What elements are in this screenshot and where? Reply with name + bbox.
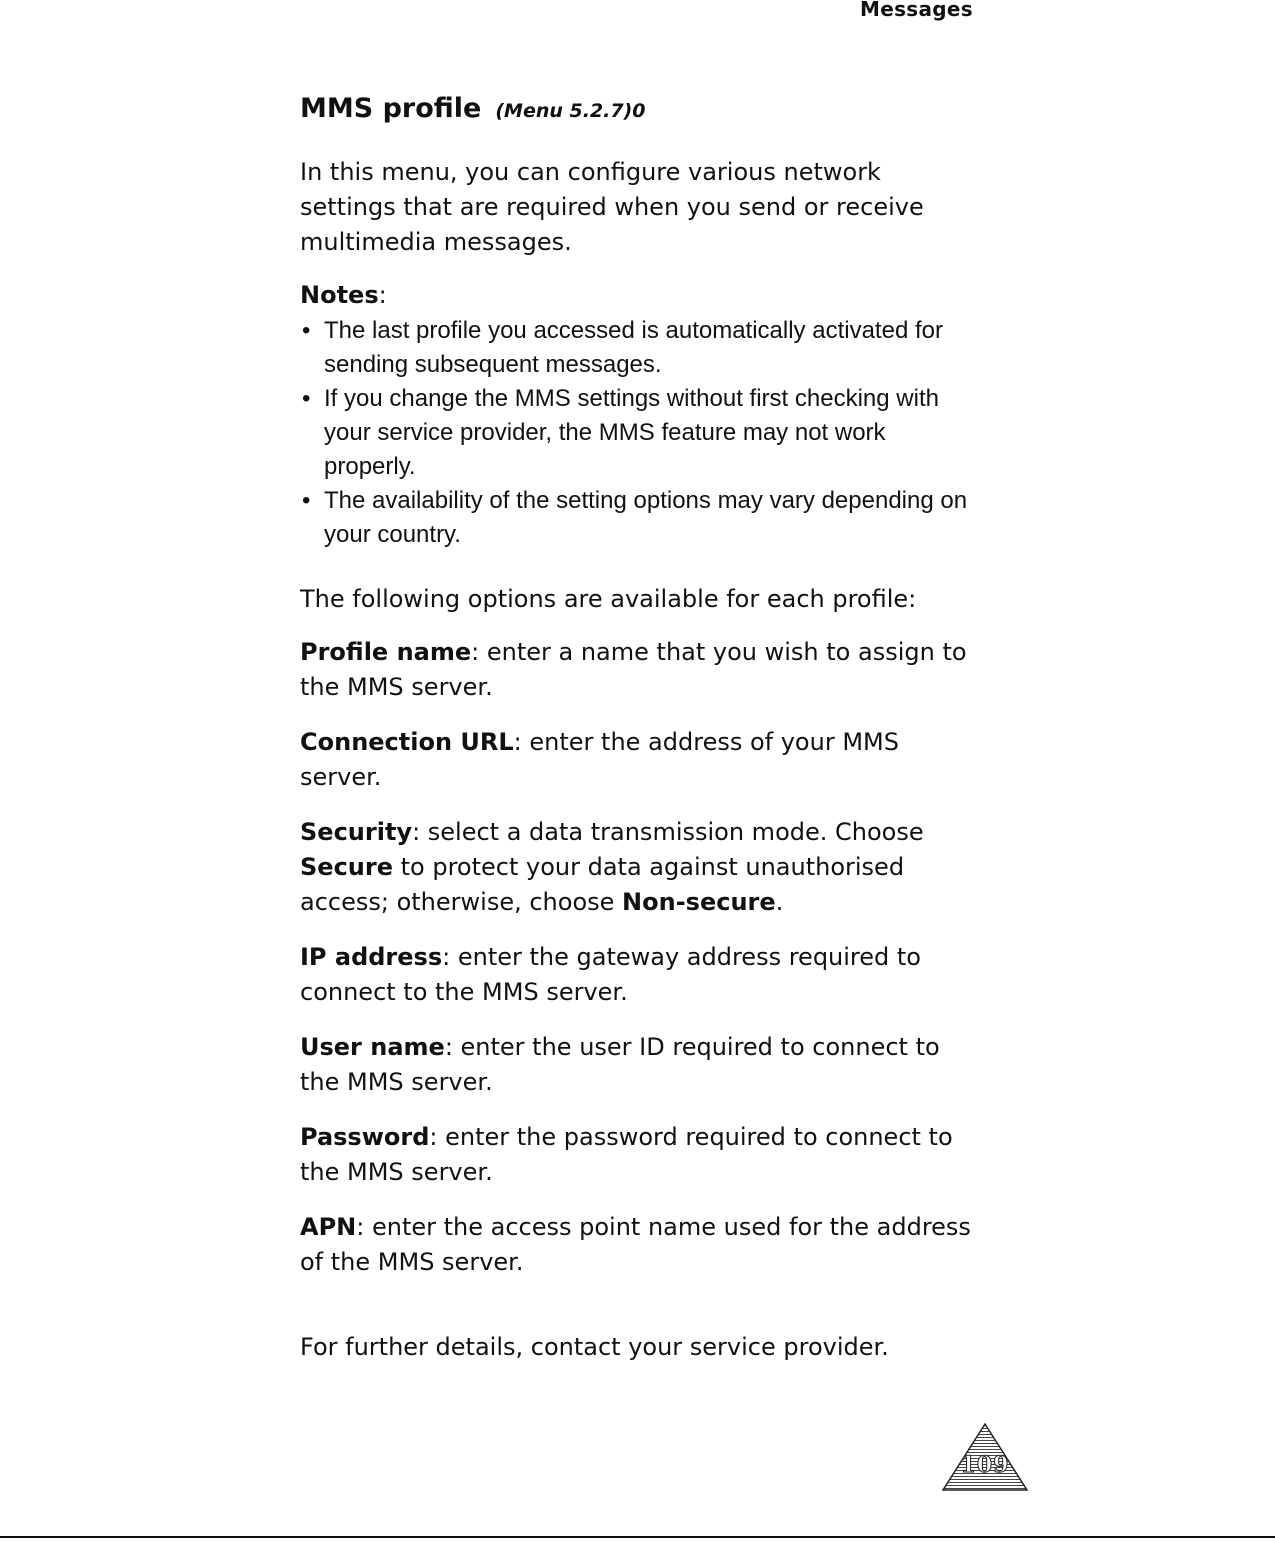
bottom-rule (0, 1536, 1275, 1538)
notes-heading: Notes: (300, 281, 387, 309)
options-intro: The following options are available for each profile: (300, 585, 917, 613)
title-main: MMS profile (300, 93, 482, 124)
option-user-name: User name: enter the user ID required to connect to the MMS server. (300, 1033, 940, 1096)
option-profile-name: Profile name: enter a name that you wish to assign to the MMS server. (300, 638, 967, 701)
option-apn: APN: enter the access point name used for the address of the MMS server. (300, 1213, 971, 1276)
page-number-badge (940, 1422, 1030, 1494)
intro-paragraph: In this menu, you can configure various network settings that are required when you send or receive multimedia messages. (300, 158, 924, 256)
section-title (300, 86, 980, 131)
list-item: • The availability of the setting options may vary depending on your country. (300, 484, 980, 552)
menu-reference: (Menu 5.2.7)0 (495, 100, 646, 122)
list-item: • The last profile you accessed is automatically activated for sending subsequent messages. (300, 314, 980, 382)
list-item: • If you change the MMS settings without first checking with your service provider, the MMS feature may not work properly. (300, 382, 980, 484)
bullet-icon: • (302, 487, 311, 514)
running-header: Messages (860, 0, 973, 21)
bullet-icon: • (302, 317, 311, 344)
option-ip-address: IP address: enter the gateway address required to connect to the MMS server. (300, 943, 921, 1006)
page-number: 109 (960, 1452, 1010, 1478)
option-connection-url: Connection URL: enter the address of your MMS server. (300, 728, 899, 791)
option-security: Security: select a data transmission mode. Choose Secure to protect your data against unauthorised access; otherwise, choose Non-secure. (300, 818, 924, 916)
closing-paragraph: For further details, contact your service provider. (300, 1333, 889, 1361)
option-password: Password: enter the password required to connect to the MMS server. (300, 1123, 953, 1186)
notes-list (300, 314, 980, 552)
page-content (300, 86, 980, 1389)
bullet-icon: • (302, 385, 311, 412)
